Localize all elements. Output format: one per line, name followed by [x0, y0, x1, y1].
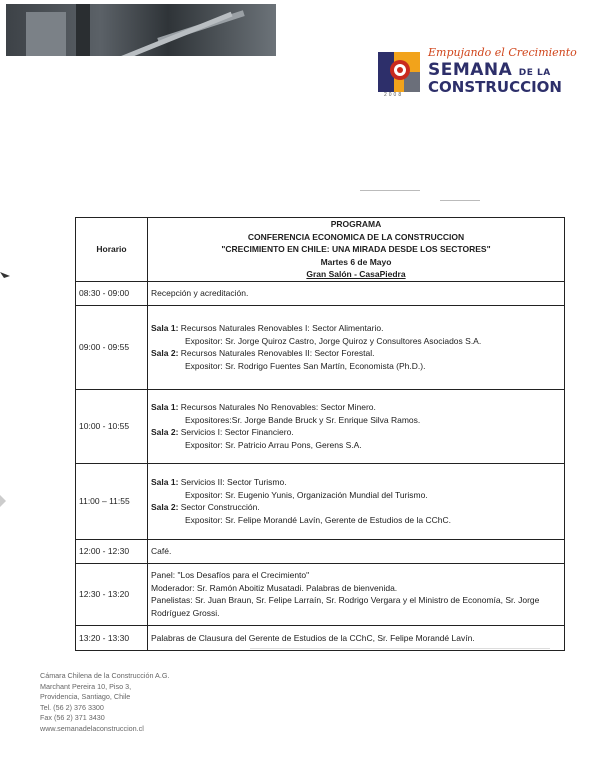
panel-title: Panel: "Los Desafíos para el Crecimiento" — [151, 570, 310, 580]
footer-address-1: Marchant Pereira 10, Piso 3, — [40, 681, 132, 691]
session-line: Sala 2: Sector Construcción. — [151, 502, 260, 512]
session-line: Sala 1: Recursos Naturales No Renovables: Sector Minero. — [151, 402, 376, 412]
table-row — [76, 281, 565, 305]
footer-tel: Tel. (56 2) 376 3300 — [40, 702, 104, 712]
speaker-line: Expositor: Sr. Eugenio Yunis, Organización Mundial del Turismo. — [185, 489, 428, 500]
footer-fax: Fax (56 2) 371 3430 — [40, 713, 105, 723]
session-line: Sala 1: Recursos Naturales Renovables I: Sector Alimentario. — [151, 323, 384, 333]
table-row — [76, 563, 565, 625]
moderator-line: Moderador: Sr. Ramón Aboitiz Musatadi. Palabras de bienvenida. — [151, 582, 398, 593]
activity-cell: Café. — [148, 539, 565, 563]
time-cell: 10:00 - 10:55 — [76, 389, 148, 463]
activity-cell — [148, 563, 565, 625]
program-title: PROGRAMA — [330, 219, 382, 229]
table-row — [76, 389, 565, 463]
panelists-line: Panelistas: Sr. Juan Braun, Sr. Felipe Larraín, Sr. Rodrigo Vergara y el Ministro de Economía, Sr. Jorge Rodríguez Grossi. — [151, 595, 540, 618]
logo-tagline: Empujando el Crecimiento — [428, 46, 577, 59]
program-heading — [148, 218, 565, 282]
session-line: Sala 2: Recursos Naturales Renovables II: Sector Forestal. — [151, 348, 375, 358]
semana-construccion-logo — [378, 46, 578, 98]
header-banner-image — [6, 4, 276, 56]
footer-website[interactable]: www.semanadelaconstruccion.cl — [40, 723, 144, 733]
speaker-line: Expositor: Sr. Felipe Morandé Lavín, Gerente de Estudios de la CChC. — [185, 514, 451, 525]
program-theme: "CRECIMIENTO EN CHILE: UNA MIRADA DESDE LOS SECTORES" — [221, 244, 491, 254]
footer-address-2: Providencia, Santiago, Chile — [40, 692, 131, 702]
scan-artifact — [440, 200, 480, 201]
speaker-line: Expositor: Sr. Jorge Quiroz Castro, Jorge Quiroz y Consultores Asociados S.A. — [185, 335, 482, 346]
logo-subtitle: CONSTRUCCION — [428, 78, 562, 96]
time-cell: 08:30 - 09:00 — [76, 281, 148, 305]
table-row — [76, 305, 565, 389]
horario-header: Horario — [76, 218, 148, 282]
time-cell: 11:00 – 11:55 — [76, 463, 148, 539]
activity-cell: Recepción y acreditación. — [148, 281, 565, 305]
table-header-row — [76, 218, 565, 282]
table-row — [76, 625, 565, 650]
program-date: Martes 6 de Mayo — [320, 256, 392, 267]
speaker-line: Expositor: Sr. Patricio Arrau Pons, Gerens S.A. — [185, 439, 362, 450]
table-row — [76, 463, 565, 539]
activity-cell: Palabras de Clausura del Gerente de Estudios de la CChC, Sr. Felipe Morandé Lavín. — [148, 625, 565, 650]
scan-edge-mark — [0, 270, 14, 284]
activity-cell — [148, 463, 565, 539]
session-line: Sala 2: Servicios I: Sector Financiero. — [151, 427, 294, 437]
time-cell: 09:00 - 09:55 — [76, 305, 148, 389]
speaker-line: Expositores:Sr. Jorge Bande Bruck y Sr. Enrique Silva Ramos. — [185, 414, 421, 425]
session-line: Sala 1: Servicios II: Sector Turismo. — [151, 477, 287, 487]
logo-title: SEMANA DE LA — [428, 60, 551, 80]
program-subtitle: CONFERENCIA ECONOMICA DE LA CONSTRUCCION — [247, 231, 465, 242]
time-cell: 12:30 - 13:20 — [76, 563, 148, 625]
activity-cell — [148, 389, 565, 463]
footer-contact — [40, 671, 169, 735]
scan-artifact — [360, 190, 420, 191]
table-row — [76, 539, 565, 563]
footer-org: Cámara Chilena de la Construcción A.G. — [40, 671, 170, 680]
time-cell: 12:00 - 12:30 — [76, 539, 148, 563]
activity-cell — [148, 305, 565, 389]
program-venue: Gran Salón - CasaPiedra — [306, 269, 406, 279]
logo-year: 2008 — [384, 92, 404, 98]
logo-emblem-icon — [378, 52, 420, 92]
scan-edge-mark — [0, 495, 10, 507]
program-table — [75, 217, 565, 651]
time-cell: 13:20 - 13:30 — [76, 625, 148, 650]
speaker-line: Expositor: Sr. Rodrigo Fuentes San Martín, Economista (Ph.D.). — [185, 360, 426, 371]
